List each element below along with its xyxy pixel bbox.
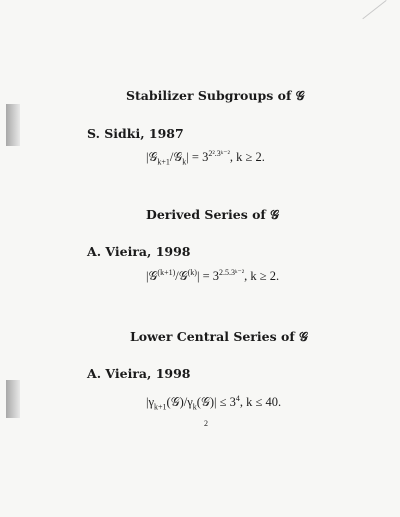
formula-lower-central: $|\gamma_{k+1}(𝒢)/\gamma_k(𝒢)| \le 3^4$, k ≤ 40. bbox=[146, 394, 282, 412]
author-sidki: S. Sidki, 1987 bbox=[87, 126, 184, 141]
section-heading-lower-central: Lower Central Series of 𝒢 bbox=[130, 329, 308, 344]
page-corner-mark bbox=[362, 0, 386, 19]
page-number: 2 bbox=[204, 419, 208, 428]
scan-shadow-top bbox=[6, 104, 20, 146]
section-heading-stabilizer: Stabilizer Subgroups of 𝒢 bbox=[126, 88, 305, 103]
scan-shadow-bottom bbox=[6, 380, 20, 418]
author-vieira-lower-central: A. Vieira, 1998 bbox=[87, 366, 191, 381]
author-vieira-derived: A. Vieira, 1998 bbox=[87, 244, 191, 259]
section-heading-derived: Derived Series of 𝒢 bbox=[146, 207, 280, 222]
formula-derived: |𝒢$^{(k+1)}$/𝒢$^{(k)}$| = $3^{2.5.3ᵏ^{-2}}$, k ≥ 2. bbox=[146, 268, 280, 284]
formula-stabilizer: |𝒢$_{k+1}$/𝒢$_k$| = $3^{2^2.3ᵏ^{-2}}$, k ≥ 2. bbox=[146, 149, 265, 167]
